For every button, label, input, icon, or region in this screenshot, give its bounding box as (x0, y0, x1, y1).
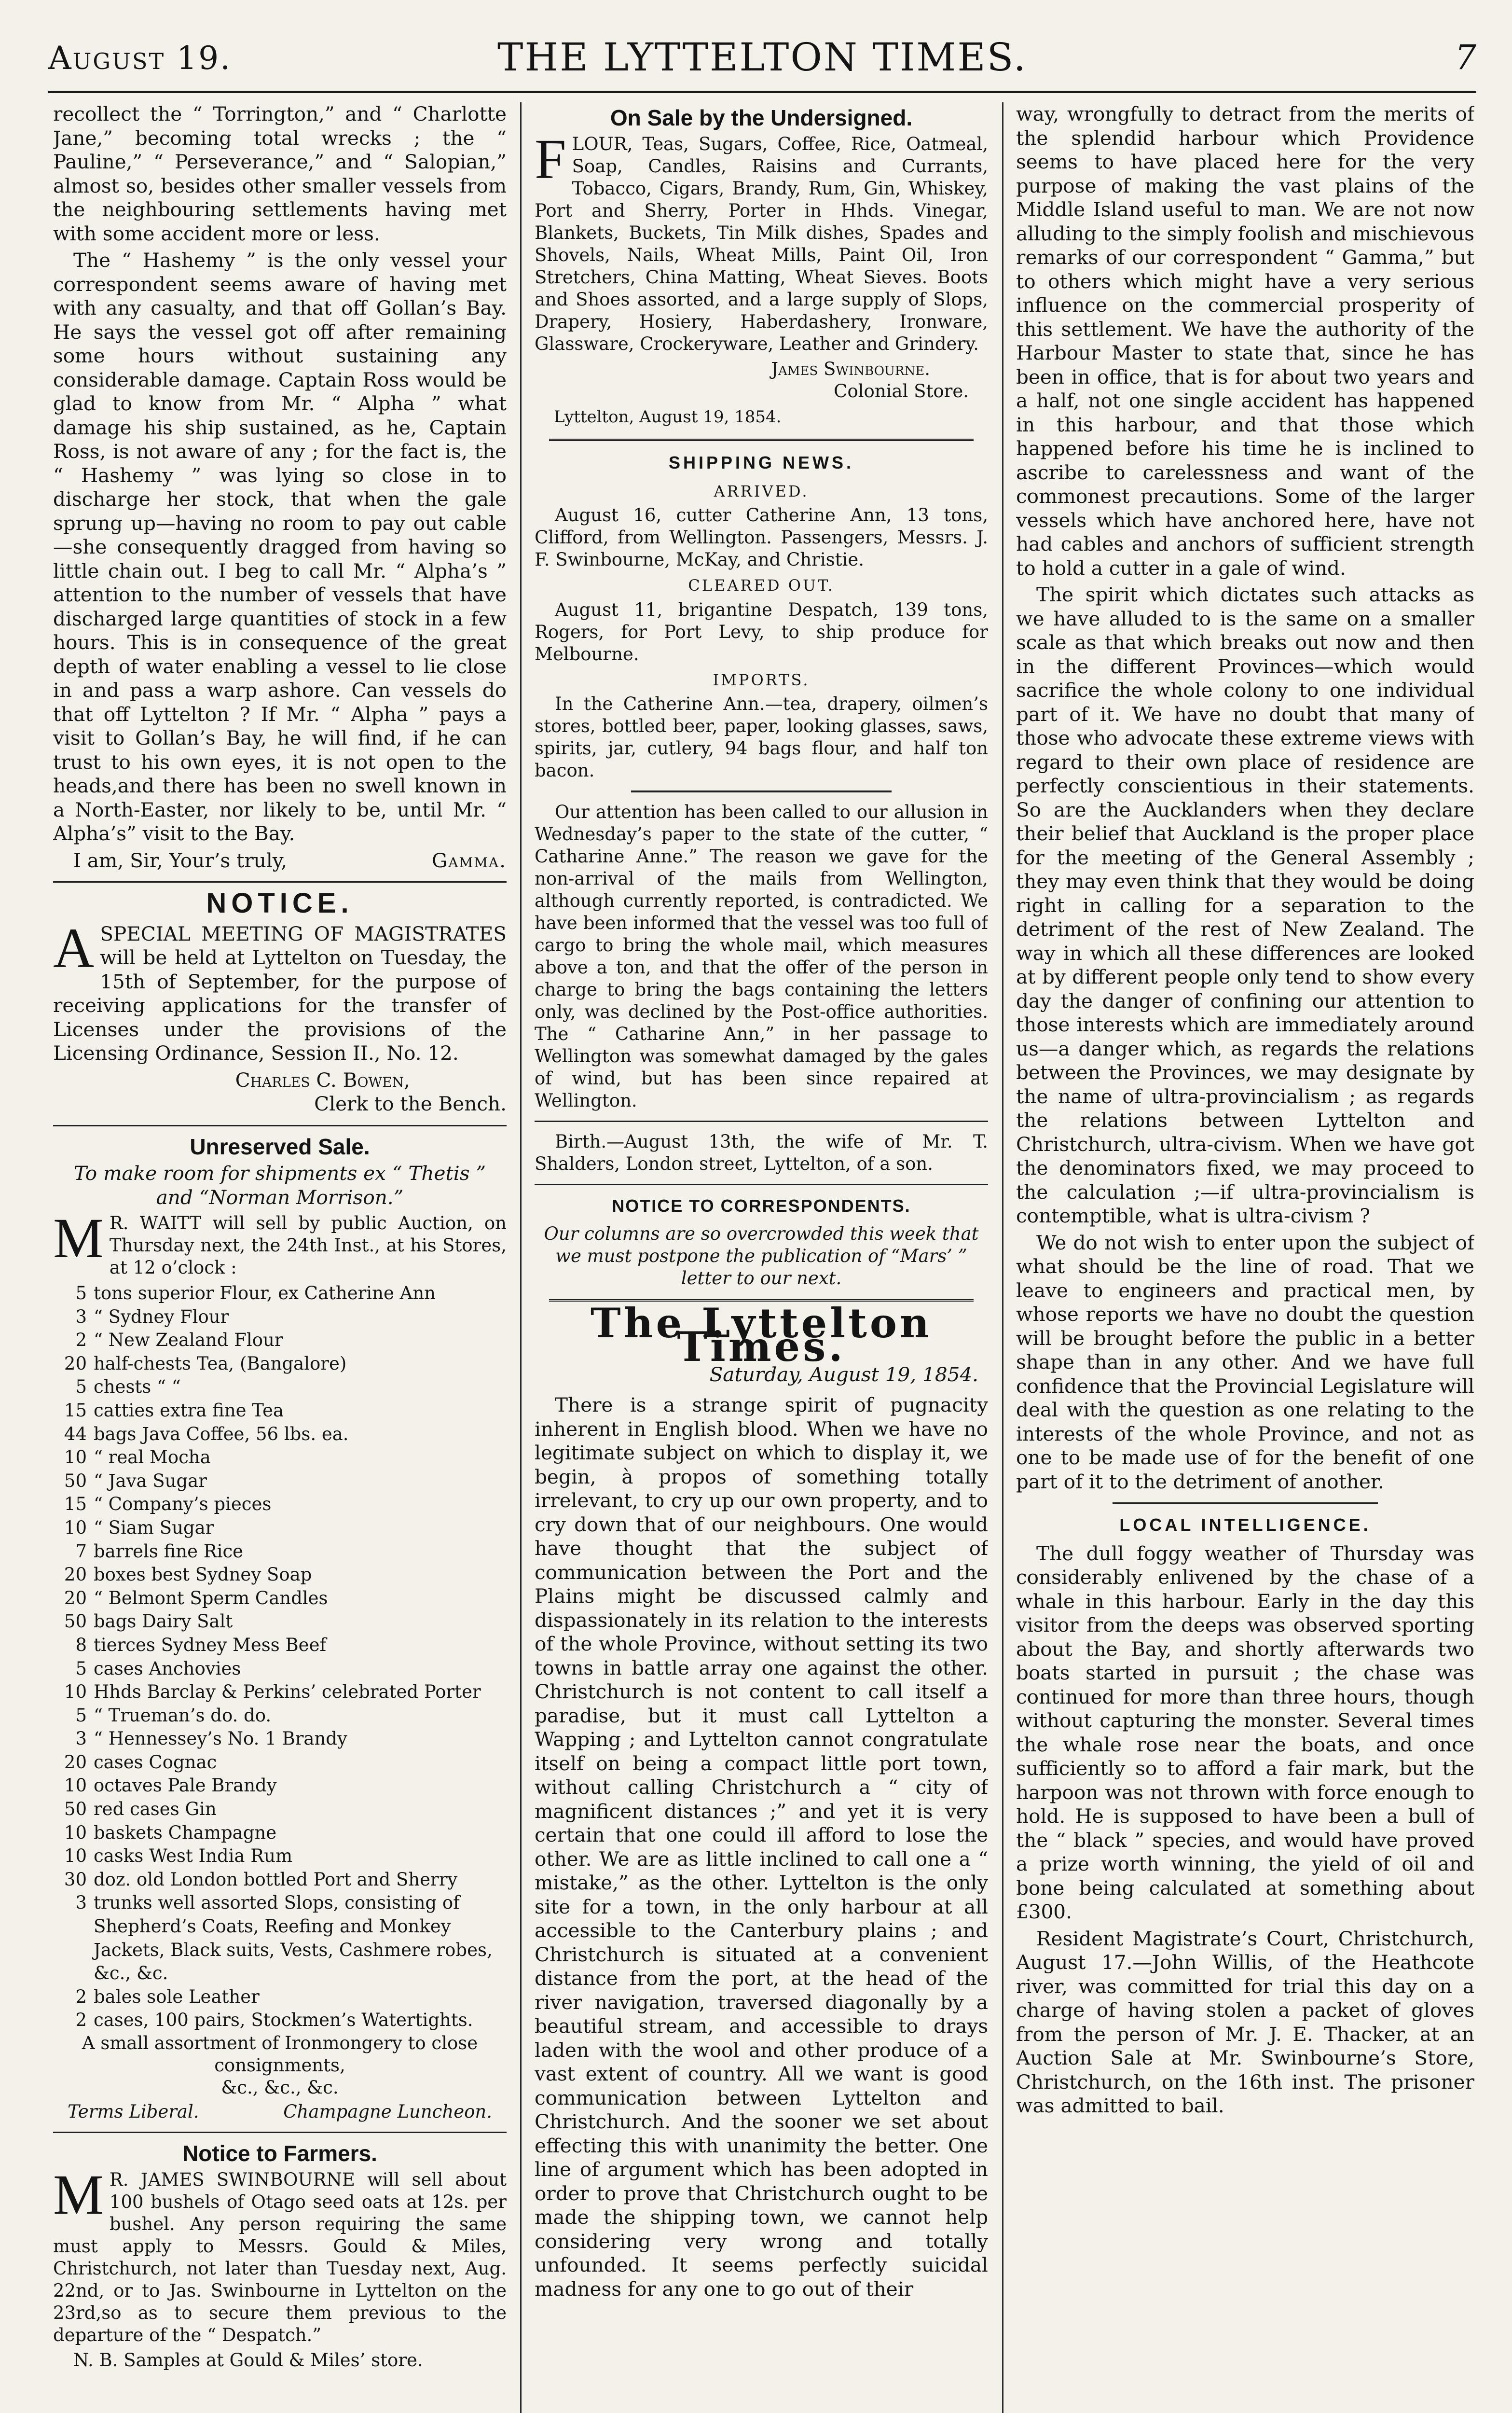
notice-signature-title: Clerk to the Bench. (314, 1092, 507, 1115)
list-item: 8 tierces Sydney Mess Beef (75, 1634, 327, 1655)
attention-paragraph: Our attention has been called to our allusion in Wednesday’s paper to the state of the cutter, “ Catharine Anne.” The reason we gave for the non-arrival of the mails from Wellington, although currently reported, is contradicted. We have been informed that the vessel was too full of cargo to bring the whole mail, which measures above a ton, and that the offer of the person in charge to bring the bags containing the letters only, was declined by the Post-office authorities. The “ Catharine Ann,” in her passage to Wellington was somewhat damaged by the gales of wind, but has been since repaired at Wellington. (535, 802, 988, 1111)
section-rule (631, 790, 892, 792)
list-item: 10 baskets Champagne (64, 1822, 277, 1843)
local-paragraph: The dull foggy weather of Thursday was considerably enlivened by the chase of a whale in this harbour. Early in the day this visitor from the deeps was observed sporting about the Bay, and shortly afterwards two boats started in pursuit ; the chase was continued for more than three hours, though without capturing the monster. Several times the whale rose near the boats, and once sufficiently so to afford a fair mark, but the harpoon was not thrown with force enough to hold. He is supposed to have been a bull of the “ black ” species, and would have proved a prize worth winning, the yield of oil and bone being calculated at something about £300. (1016, 1541, 1474, 1923)
list-item: 10 octaves Pale Brandy (64, 1775, 277, 1796)
editorial-paragraph: There is a strange spirit of pugnacity inherent in English blood. When we have no legitimate subject on which to display it, we begin, à propos of something totally irrelevant, to cry up our own property, and to cry down that of our neighbours. One would have thought that the subject of communication between the Port and the Plains might be discussed calmly and dispassionately in its relation to the interests of the whole Province, without setting its two towns in battle array one against the other. Christchurch is not content to call itself a paradise, but it must call Lyttelton a Wapping ; and Lyttelton cannot congratulate itself on being a compact little port town, without calling Christchurch a “ city of magnificent distances ;” and yet it is very certain that one could ill afford to lose the other. We are as little inclined to call one a “ mistake,” as the other. Lyttelton is the only site for a town, in the only harbour at all accessible to the Canterbury plains ; and Christchurch is situated at a convenient distance from the port, at the head of the river navigation, traversed diagonally by a beautiful stream, and accessible to drays laden with the wool and other produce of a vast extent of country. All we want is good communication between Lyttelton and Christchurch. And the sooner we set about effecting this with unanimity the better. One line of argument which has been adopted in order to prove that Christchurch ought to be made the shipping town, we cannot help considering very wrong and totally unfounded. It seems perfectly suicidal madness for any one to go out of their (535, 1393, 988, 2301)
letter-close: I am, Sir, Your’s truly, (73, 848, 288, 872)
letter-signoff (53, 849, 507, 873)
birth-notice: Birth.—August 13th, the wife of Mr. T. Shalders, London street, Lyttelton, of a son. (535, 1131, 988, 1174)
farmers-note: N. B. Samples at Gould & Miles’ store. (73, 2349, 423, 2371)
undersigned-body: FLOUR, Teas, Sugars, Coffee, Rice, Oatmeal, Soap, Candles, Raisins and Currants, Tobacco, Cigars, Brandy, Rum, Gin, Whiskey, Port and Sherry, Porter in Hhds. Vinegar, Blankets, Buckets, Tin Milk dishes, Spades and Shovels, Nails, Wheat Mills, Paint Oil, Iron Stretchers, China Matting, Wheat Sieves. Boots and Shoes assorted, and a large supply of Slops, Drapery, Hosiery, Haberdashery, Ironware, Glassware, Crockeryware, Leather and Grindery. (535, 127, 988, 354)
list-item: 5 cases Anchovies (75, 1658, 241, 1679)
local-paragraph: Resident Magistrate’s Court, Christchurch, August 17.—John Willis, of the Heathcote river, was committed for trial this day on a charge of having stolen a packet of gloves from the person of Mr. J. E. Thacker, at an Auction Sale at Mr. Swinbourne’s Store, Christchurch, on the 16th inst. The prisoner was admitted to bail. (1016, 1927, 1474, 2117)
list-item: 20 “ Belmont Sperm Candles (64, 1587, 328, 1609)
section-rule (535, 1184, 988, 1185)
letter-paragraph: The “ Hashemy ” is the only vessel your correspondent seems aware of having met with any casualty, and that off Gollan’s Bay. He says the vessel got off after remaining some hours without sustaining any considerable damage. Captain Ross would be glad to know from Mr. “ Alpha ” what damage his ship sustained, as he, Captain Ross, is not aware of any ; for the fact is, the “ Hashemy ” was lying so close in to discharge her stock, that when the gale sprung up—having no room to pay out cable—she consequently dragged from having so little chain out. I beg to call Mr. “ Alpha’s ” attention to the number of vessels that have discharged large quantities of stock in a few hours. This is in consequence of the great depth of water enabling a vessel to lie close in and pass a warp ashore. Can vessels do that off Lyttelton ? If Mr. “ Alpha ” pays a visit to Gollan’s Bay, he will find, if he can trust to his own eyes, it is not open to the heads,and there has been no swell known in a North-Easter, nor likely to be, until Mr. “ Alpha’s” visit to the Bay. (53, 249, 507, 845)
column-divider (520, 102, 522, 2413)
list-item: 10 “ real Mocha (64, 1447, 211, 1468)
imports-label: IMPORTS. (713, 670, 810, 689)
sale-luncheon: Champagne Luncheon. (283, 2101, 492, 2122)
list-item: 2 bales sole Leather (75, 1986, 260, 2007)
list-item: 15 catties extra fine Tea (64, 1400, 284, 1421)
shipping-heading: SHIPPING NEWS. (668, 453, 854, 472)
sale-intro: M R. WAITT will sell by public Auction, on Thursday next, the 24th Inst., at his Stores, at 12 o’clock : (53, 1206, 507, 1278)
section-rule (1113, 1502, 1378, 1504)
section-rule (53, 1125, 507, 1126)
sale-tail: A small assortment of Ironmongery to close consignments, (82, 2033, 478, 2076)
cleared-text: August 11, brigantine Despatch, 139 tons, Rogers, for Port Levy, to ship produce for Melbourne. (535, 599, 988, 665)
list-item: 30 doz. old London bottled Port and Sherry (64, 1869, 458, 1890)
correspondents-heading: NOTICE TO CORRESPONDENTS. (612, 1196, 911, 1216)
list-item: 2 “ New Zealand Flour (75, 1330, 283, 1351)
undersigned-heading: On Sale by the Undersigned. (610, 105, 913, 130)
masthead-date: Saturday, August 19, 1854. (709, 1362, 978, 1386)
list-item: 50 bags Dairy Salt (64, 1611, 233, 1632)
list-item: 50 red cases Gin (64, 1799, 217, 1820)
header-rule (48, 91, 1476, 93)
section-rule (549, 439, 974, 441)
letter-paragraph: recollect the “ Torrington,” and “ Charlotte Jane,” becoming total wrecks ; the “ Pauline,” “ Perseverance,” and “ Salopian,” almost so, besides other smaller vessels from the neighbouring settlements having met with some accident more or less. (53, 102, 507, 245)
arrived-text: August 16, cutter Catherine Ann, 13 tons, Clifford, from Wellington. Passengers, Messrs. J. F. Swinbourne, McKay, and Christie. (535, 505, 988, 570)
sale-footer (53, 2101, 507, 2123)
editorial-paragraph: We do not wish to enter upon the subject of what should be the line of road. That we leave to engineers and practical men, by whose reports we have no doubt the question will be brought before the public in a better shape than in any other. And we have full confidence that the Provincial Legislature will deal with the question as one relating to the interests of the whole Province, and not as one to be made use of for the benefit of one part of it to the detriment of another. (1016, 1231, 1474, 1493)
sale-terms: Terms Liberal. (68, 2101, 199, 2122)
list-item: 3 trunks well assorted Slops, consisting of Shepherd’s Coats, Reefing and Monkey Jackets, Black suits, Vests, Cashmere robes, &c., &c. (75, 1892, 493, 1984)
correspondents-text: Our columns are so overcrowded this week that we must postpone the publication of “Mars’ ” letter to our next. (544, 1223, 979, 1289)
issue-date: August 19. (48, 40, 232, 77)
notice-heading: NOTICE. (206, 888, 354, 919)
notice-dropcap: A (53, 916, 95, 980)
list-item: 5 “ Trueman’s do. do. (75, 1705, 272, 1726)
page-number: 7 (1455, 38, 1476, 77)
farmers-dropcap: M (53, 2163, 104, 2226)
list-item: 50 “ Java Sugar (64, 1470, 207, 1491)
sale-dropcap: M (53, 1206, 104, 1270)
farmers-body: M R. JAMES SWINBOURNE will sell about 100 bushels of Otago seed oats at 12s. per bushel. Any person requiring the same must apply to Messrs. Gould & Miles, Christchurch, not later than Tuesday next, Aug. 22nd, or to Jas. Swinbourne in Lyttelton on the 23rd,so as to secure them previous to the departure of the “ Despatch.” (53, 2163, 507, 2345)
list-item: 7 barrels fine Rice (75, 1540, 244, 1562)
column-3 (1016, 102, 1474, 2413)
undersigned-signature: James Swinbourne. (771, 358, 930, 379)
notice-signature: Charles C. Bowen, (235, 1068, 410, 1092)
farmers-heading: Notice to Farmers. (182, 2141, 377, 2166)
column-1 (53, 102, 507, 2413)
page-header (48, 35, 1476, 88)
newspaper-title: THE LYTTELTON TIMES. (497, 35, 1027, 80)
list-item: 20 cases Cognac (64, 1751, 217, 1773)
masthead: The Lyttelton Times. (591, 1299, 932, 1371)
list-item: 20 boxes best Sydney Soap (64, 1564, 312, 1585)
undersigned-date: Lyttelton, August 19, 1854. (554, 407, 782, 427)
list-item: 10 casks West India Rum (64, 1845, 293, 1867)
editorial-paragraph: way, wrongfully to detract from the merits of the splendid harbour which Providence seems to have placed here for the very purpose of making the vast plains of the Middle Island useful to man. We are not now alluding to the simply foolish and mischievous remarks of our correspondent “ Gamma,” but to others which might have a very serious influence on the commercial prosperity of this settlement. We have the authority of the Harbour Master to state that, since he has been in office, that is for about two years and a half, not one single accident has happened in this harbour, and that those which happened before his time he is inclined to ascribe to carelessness and want of the commonest precautions. Some of the larger vessels which have anchored here, have not had cables and anchors of sufficient strength to hold a cutter in a gale of wind. (1016, 102, 1474, 580)
list-item: 3 “ Hennessey’s No. 1 Brandy (75, 1728, 347, 1749)
letter-signature: Gamma. (431, 848, 507, 872)
column-divider (1002, 102, 1003, 2413)
notice-body (53, 916, 507, 1066)
section-rule (535, 1121, 988, 1122)
section-rule (53, 881, 507, 883)
arrived-label: ARRIVED. (714, 482, 809, 500)
column-2 (535, 102, 988, 2413)
undersigned-dropcap: F (535, 127, 566, 191)
imports-text: In the Catherine Ann.—tea, drapery, oilmen’s stores, bottled beer, paper, looking glasses, saws, spirits, jar, cutlery, 94 bags flour, and half ton bacon. (535, 693, 988, 781)
editorial-paragraph: The spirit which dictates such attacks as we have alluded to is the same on a smaller scale as that which breaks out now and then in the different Provinces—which would sacrifice the whole colony to one individual part of it. We have no doubt that many of those who advocate these extreme views with regard to their own place of residence are perfectly conscientious in their statements. So are the Aucklanders when they declare their belief that Auckland is the proper place for the meeting of the General Assembly ; they may even think that they would be doing right in calling for a separation to the detriment of the rest of New Zealand. The way in which all these differences are looked at by different people only tend to show every day the danger of confining our attention to those interests which are immediately around us—a danger which, as regards the relations between the Provinces, we may designate by the name of ultra-provincialism ; as regards the relations between Lyttelton and Christchurch, ultra-civism. When we have got the denominators fixed, we may proceed to the calculation ;—if ultra-provincialism is contemptible, what is ultra-civism ? (1016, 583, 1474, 1227)
notice-text: SPECIAL MEETING OF MAGISTRATES will be held at Lyttelton on Tuesday, the 15th of September, for the purpose of receiving applications for the transfer of Licenses under the provisions of the Licensing Ordinance, Session II., No. 12. (53, 922, 507, 1065)
list-item: 3 “ Sydney Flour (75, 1306, 229, 1327)
sale-heading: Unreserved Sale. (190, 1134, 370, 1159)
list-item: 5 chests “ “ (75, 1376, 181, 1398)
list-item: 10 “ Siam Sugar (64, 1517, 214, 1538)
local-intelligence-heading: LOCAL INTELLIGENCE. (1119, 1515, 1371, 1535)
list-item: 5 tons superior Flour, ex Catherine Ann (75, 1283, 436, 1304)
list-item: 15 “ Company’s pieces (64, 1494, 272, 1515)
undersigned-store: Colonial Store. (834, 380, 969, 402)
section-rule (53, 2132, 507, 2133)
list-item: 10 Hhds Barclay & Perkins’ celebrated Porter (64, 1681, 481, 1703)
sale-subheading: To make room for shipments ex “ Thetis ” and “Norman Morrison.” (73, 1162, 486, 1209)
sale-list (53, 1282, 507, 2032)
sale-etc: &c., &c., &c. (221, 2077, 339, 2098)
list-item: 44 bags Java Coffee, 56 lbs. ea. (64, 1423, 349, 1444)
list-item: 2 cases, 100 pairs, Stockmen’s Watertights. (75, 2010, 473, 2031)
list-item: 20 half-chests Tea, (Bangalore) (64, 1353, 347, 1374)
cleared-label: CLEARED OUT. (688, 576, 835, 595)
